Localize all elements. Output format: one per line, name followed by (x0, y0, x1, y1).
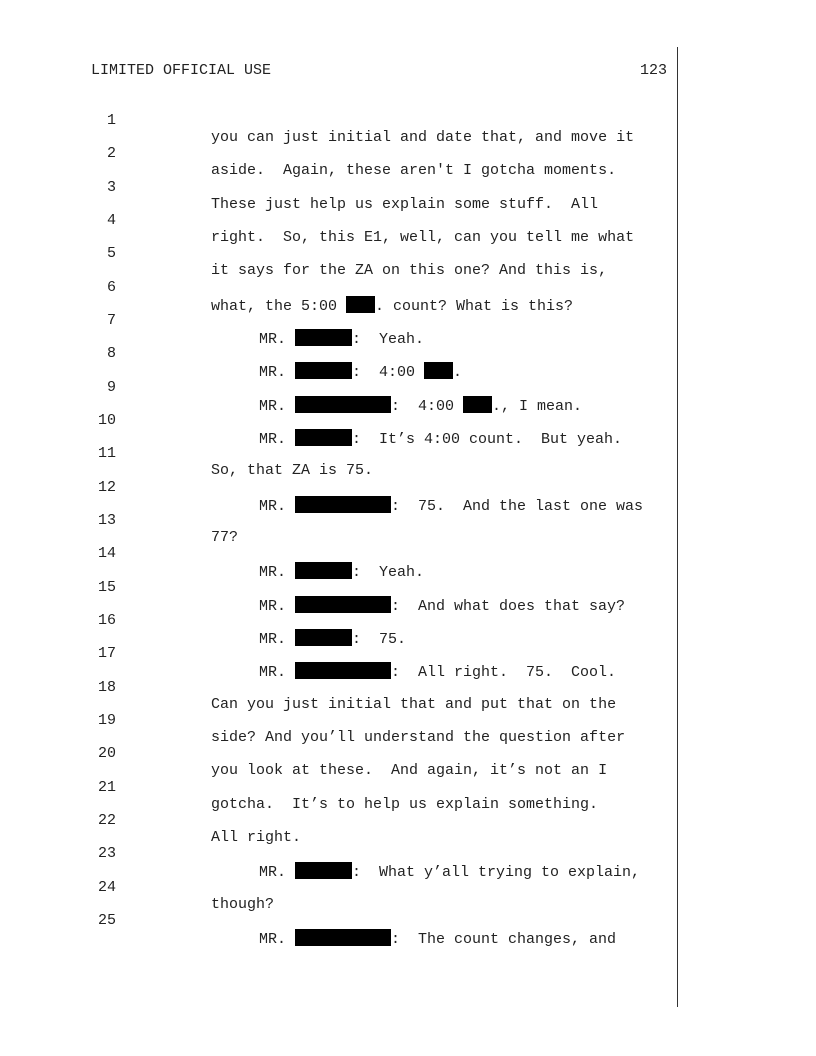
line-text: you can just initial and date that, and move it (211, 129, 635, 146)
line-number: 13 (97, 512, 116, 529)
line-number: 22 (97, 812, 116, 829)
right-margin-rule (677, 47, 678, 1007)
transcript-line (0, 262, 676, 315)
transcript-line (0, 162, 676, 213)
line-text: you look at these. And again, it’s not an I (211, 762, 608, 779)
line-text: MR. : 75. And the last one was (259, 498, 644, 515)
transcript-line (0, 595, 676, 648)
page-number: 123 (639, 62, 667, 79)
line-text: MR. : All right. 75. Cool. (259, 664, 617, 681)
line-text: MR. : Yeah. (259, 564, 425, 581)
line-number: 19 (97, 712, 116, 729)
line-text: Can you just initial that and put that on the (211, 696, 617, 713)
line-text: MR. : What y’all trying to explain, (259, 864, 641, 881)
transcript-line (0, 628, 676, 681)
redaction-box (295, 929, 391, 946)
line-text: All right. (211, 829, 302, 846)
line-text: side? And you’ll understand the question after (211, 729, 626, 746)
transcript-line (0, 228, 676, 279)
line-text: MR. : 75. (259, 631, 407, 648)
line-number: 11 (97, 445, 116, 462)
transcript-line (0, 495, 676, 546)
line-number: 21 (97, 779, 116, 796)
line-text: it says for the ZA on this one? And this is, (211, 262, 608, 279)
transcript-line (0, 895, 676, 948)
line-number: 12 (97, 479, 116, 496)
transcript-line (0, 95, 676, 146)
line-number: 16 (97, 612, 116, 629)
line-number: 10 (97, 412, 116, 429)
line-number: 6 (106, 279, 116, 296)
transcript-line (0, 762, 676, 813)
line-text: right. So, this E1, well, can you tell me what (211, 229, 635, 246)
transcript-line (0, 862, 676, 913)
line-number: 8 (106, 345, 116, 362)
line-number: 3 (106, 179, 116, 196)
line-text: aside. Again, these aren't I gotcha moments. (211, 162, 617, 179)
line-number: 9 (106, 379, 116, 396)
line-text: So, that ZA is 75. (211, 462, 374, 479)
line-text: MR. : 4:00 ., I mean. (259, 398, 583, 415)
line-number: 5 (106, 245, 116, 262)
line-number: 15 (97, 579, 116, 596)
line-text: though? (211, 896, 275, 913)
line-number: 24 (97, 879, 116, 896)
transcript-line (0, 295, 676, 348)
line-text: 77? (211, 529, 239, 546)
transcript-line (0, 328, 676, 381)
transcript-line (0, 462, 676, 515)
line-text: These just help us explain some stuff. All (211, 196, 599, 213)
transcript-line (0, 528, 676, 581)
line-number: 20 (97, 745, 116, 762)
line-text: MR. : It’s 4:00 count. But yeah. (259, 431, 623, 448)
transcript-line (0, 562, 676, 615)
line-number: 18 (97, 679, 116, 696)
line-text: MR. : The count changes, and (259, 931, 617, 948)
transcript-line (0, 795, 676, 846)
transcript-line (0, 428, 676, 479)
line-number: 23 (97, 845, 116, 862)
transcript-line (0, 195, 676, 246)
line-number: 7 (106, 312, 116, 329)
line-number: 25 (97, 912, 116, 929)
transcript-line (0, 128, 676, 179)
line-number: 14 (97, 545, 116, 562)
line-text: MR. : 4:00 . (259, 364, 463, 381)
line-number: 17 (97, 645, 116, 662)
transcript-line (0, 728, 676, 779)
line-text: gotcha. It’s to help us explain something. (211, 796, 599, 813)
line-number: 1 (106, 112, 116, 129)
transcript-line (0, 695, 676, 746)
line-text: what, the 5:00 . count? What is this? (211, 298, 574, 315)
line-number: 4 (106, 212, 116, 229)
transcript-line (0, 828, 676, 881)
line-number: 2 (106, 145, 116, 162)
transcript-line (0, 362, 676, 415)
transcript-line (0, 662, 676, 713)
transcript-line (0, 395, 676, 448)
line-text: MR. : And what does that say? (259, 598, 626, 615)
line-text: MR. : Yeah. (259, 331, 425, 348)
classification-header: LIMITED OFFICIAL USE (91, 62, 272, 79)
